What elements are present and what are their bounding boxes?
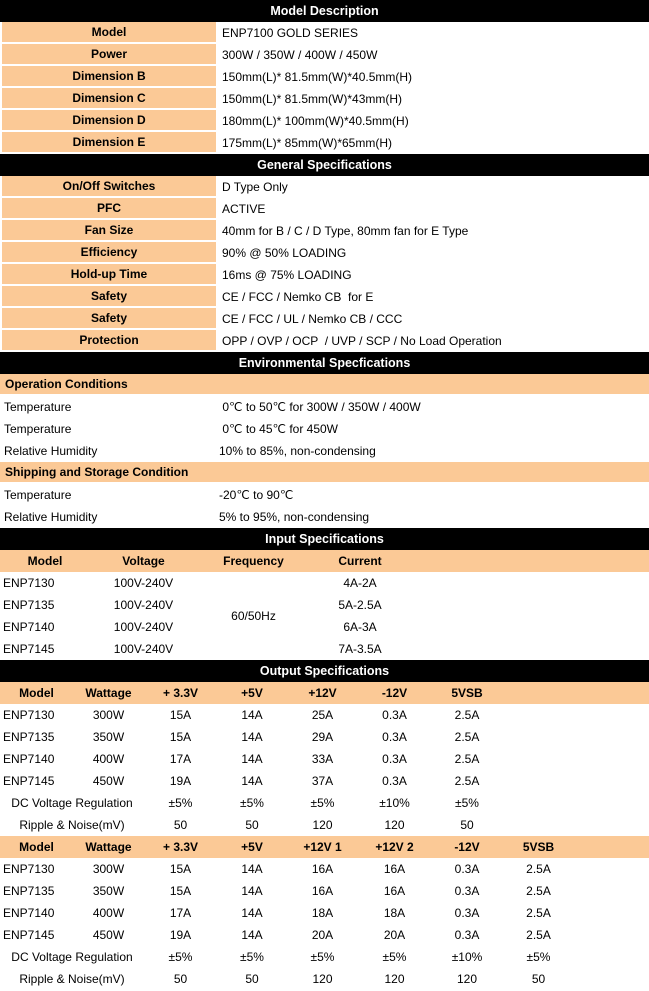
env-label: Relative Humidity	[4, 510, 98, 524]
ripple-noise-row	[0, 968, 649, 990]
cell-5v: 14A	[241, 928, 263, 942]
cell-wattage: 450W	[92, 774, 125, 788]
spec-label: Fan Size	[0, 220, 216, 242]
dc-regulation-row	[0, 792, 649, 814]
spec-row	[0, 176, 649, 198]
table-row	[0, 704, 649, 726]
input-table-header	[0, 550, 649, 572]
env-value: -20℃ to 90℃	[219, 488, 294, 502]
env-label: Temperature	[4, 400, 72, 414]
cell-3v3: ±5%	[168, 950, 193, 964]
spec-value: OPP / OVP / OCP / UVP / SCP / No Load Operation	[222, 334, 502, 348]
spec-value: 150mm(L)* 81.5mm(W)*43mm(H)	[222, 92, 403, 106]
spec-label: Safety	[0, 286, 216, 308]
cell-12v2: 16A	[383, 862, 406, 876]
cell-12v1: 16A	[311, 862, 334, 876]
cell-wattage: 300W	[92, 862, 125, 876]
cell-current: 7A-3.5A	[338, 642, 382, 656]
cell-model: ENP7145	[3, 774, 55, 788]
cell-3v3: 15A	[169, 730, 192, 744]
cell-12v2: ±5%	[382, 950, 407, 964]
section-header-model-description: Model Description	[0, 0, 649, 22]
spec-value: 180mm(L)* 100mm(W)*40.5mm(H)	[222, 114, 409, 128]
cell-neg12v: 0.3A	[454, 884, 480, 898]
cell-current: 4A-2A	[343, 576, 377, 590]
row-label: DC Voltage Regulation	[11, 950, 133, 964]
spec-value: 90% @ 50% LOADING	[222, 246, 347, 260]
cell-12v1: 20A	[311, 928, 334, 942]
cell-5vsb: ±5%	[526, 950, 551, 964]
table-row	[0, 616, 649, 638]
cell-wattage: 400W	[92, 906, 125, 920]
cell-5v: 14A	[241, 862, 263, 876]
row-label: DC Voltage Regulation	[11, 796, 133, 810]
cell-5v: 50	[245, 818, 259, 832]
cell-5vsb: 2.5A	[454, 730, 480, 744]
cell-3v3: 15A	[169, 708, 192, 722]
cell-3v3: 19A	[169, 928, 192, 942]
spec-value: CE / FCC / Nemko CB for E	[222, 290, 374, 304]
cell-5v: 14A	[241, 730, 263, 744]
spec-row	[0, 198, 649, 220]
section-header-output-specifications: Output Specifications	[0, 660, 649, 682]
table-row	[0, 880, 649, 902]
cell-5vsb: 2.5A	[454, 752, 480, 766]
env-value: 0℃ to 45℃ for 450W	[219, 422, 339, 436]
column-header-12v1: +12V 1	[303, 840, 342, 854]
column-header-voltage: Voltage	[122, 554, 165, 568]
env-value: 5% to 95%, non-condensing	[219, 510, 370, 524]
spec-row	[0, 286, 649, 308]
cell-12v: 33A	[311, 752, 334, 766]
env-group-heading-operation: Operation Conditions	[0, 374, 649, 396]
column-header-neg12v: -12V	[454, 840, 480, 854]
table-row	[0, 748, 649, 770]
cell-wattage: 450W	[92, 928, 125, 942]
spec-label: Efficiency	[0, 242, 216, 264]
cell-12v: 37A	[311, 774, 334, 788]
column-header-5v: +5V	[241, 840, 263, 854]
env-value: 0℃ to 50℃ for 300W / 350W / 400W	[219, 400, 421, 414]
spec-label: Dimension C	[0, 88, 216, 110]
cell-neg12v: 120	[456, 972, 478, 986]
column-header-3v3: + 3.3V	[162, 840, 199, 854]
spec-row	[0, 110, 649, 132]
cell-5v: 14A	[241, 708, 263, 722]
env-label: Temperature	[4, 488, 72, 502]
column-header-current: Current	[338, 554, 382, 568]
spec-value: D Type Only	[222, 180, 288, 194]
cell-neg12v: 0.3A	[382, 752, 407, 766]
table-row	[0, 572, 649, 594]
spec-row	[0, 44, 649, 66]
cell-model: ENP7130	[3, 576, 55, 590]
spec-row	[0, 242, 649, 264]
cell-neg12v: ±10%	[379, 796, 410, 810]
cell-5v: 14A	[241, 752, 263, 766]
cell-model: ENP7145	[3, 928, 55, 942]
cell-model: ENP7135	[3, 730, 55, 744]
table-row	[0, 594, 649, 616]
spec-value: 150mm(L)* 81.5mm(W)*40.5mm(H)	[222, 70, 413, 84]
cell-12v2: 18A	[383, 906, 406, 920]
cell-3v3: ±5%	[168, 796, 193, 810]
column-header-5vsb: 5VSB	[451, 686, 483, 700]
cell-wattage: 350W	[92, 730, 125, 744]
spec-label: Dimension B	[0, 66, 216, 88]
cell-5vsb: 2.5A	[454, 774, 480, 788]
section-header-input-specifications: Input Specifications	[0, 528, 649, 550]
cell-model: ENP7130	[3, 708, 55, 722]
cell-12v: 120	[312, 818, 333, 832]
spec-label: PFC	[0, 198, 216, 220]
cell-3v3: 19A	[169, 774, 192, 788]
spec-label: Dimension E	[0, 132, 216, 154]
cell-5vsb: 2.5A	[526, 906, 551, 920]
spec-value: ACTIVE	[222, 202, 266, 216]
row-label: Ripple & Noise(mV)	[19, 818, 125, 832]
cell-5v: ±5%	[240, 796, 264, 810]
spec-label: Protection	[0, 330, 216, 352]
cell-model: ENP7135	[3, 884, 55, 898]
input-table-body	[0, 572, 649, 660]
cell-5vsb: 2.5A	[526, 928, 551, 942]
cell-5vsb: 2.5A	[526, 862, 551, 876]
cell-model: ENP7145	[3, 642, 55, 656]
table-row	[0, 902, 649, 924]
cell-12v2: 16A	[383, 884, 406, 898]
cell-wattage: 350W	[92, 884, 125, 898]
spec-row	[0, 132, 649, 154]
table-row	[0, 638, 649, 660]
cell-5vsb: 50	[531, 972, 546, 986]
cell-5vsb: 2.5A	[454, 708, 480, 722]
cell-12v2: 120	[384, 972, 405, 986]
spec-value: 175mm(L)* 85mm(W)*65mm(H)	[222, 136, 393, 150]
env-group-heading-shipping: Shipping and Storage Condition	[0, 462, 649, 484]
env-row	[0, 440, 649, 462]
cell-neg12v: 0.3A	[382, 730, 407, 744]
env-label: Relative Humidity	[4, 444, 98, 458]
column-header-3v3: + 3.3V	[162, 686, 199, 700]
spec-row	[0, 22, 649, 44]
spec-label: Model	[0, 22, 216, 44]
env-row	[0, 506, 649, 528]
column-header-model: Model	[27, 554, 63, 568]
column-header-12v2: +12V 2	[375, 840, 414, 854]
cell-5vsb: 50	[460, 818, 474, 832]
section-header-general-specifications: General Specifications	[0, 154, 649, 176]
column-header-12v: +12V	[308, 686, 337, 700]
cell-12v: 25A	[311, 708, 334, 722]
cell-12v: ±5%	[310, 796, 335, 810]
cell-neg12v: 0.3A	[382, 774, 407, 788]
cell-3v3: 50	[173, 818, 188, 832]
cell-current: 5A-2.5A	[338, 598, 382, 612]
env-label: Temperature	[4, 422, 72, 436]
dc-regulation-row	[0, 946, 649, 968]
cell-3v3: 17A	[169, 906, 192, 920]
cell-12v1: ±5%	[310, 950, 335, 964]
spec-row	[0, 88, 649, 110]
cell-voltage: 100V-240V	[113, 598, 174, 612]
output-table2-header	[0, 836, 649, 858]
table-row	[0, 858, 649, 880]
spec-label: Power	[0, 44, 216, 66]
cell-3v3: 15A	[169, 862, 192, 876]
table-row	[0, 924, 649, 946]
spec-row	[0, 66, 649, 88]
cell-frequency-merged: 60/50Hz	[231, 609, 276, 623]
cell-voltage: 100V-240V	[113, 576, 174, 590]
cell-12v1: 18A	[311, 906, 334, 920]
cell-neg12v: 0.3A	[382, 708, 407, 722]
cell-5v: ±5%	[240, 950, 264, 964]
spec-label: Safety	[0, 308, 216, 330]
spec-row	[0, 264, 649, 286]
cell-model: ENP7130	[3, 862, 55, 876]
spec-value: 40mm for B / C / D Type, 80mm fan for E Type	[222, 224, 469, 238]
cell-wattage: 400W	[92, 752, 125, 766]
cell-neg12v: 0.3A	[454, 928, 480, 942]
env-row	[0, 418, 649, 440]
column-header-5v: +5V	[241, 686, 263, 700]
column-header-neg12v: -12V	[381, 686, 408, 700]
column-header-wattage: Wattage	[85, 840, 132, 854]
section-header-environmental-specifications: Environmental Specfications	[0, 352, 649, 374]
cell-12v1: 120	[312, 972, 333, 986]
cell-5v: 14A	[241, 774, 263, 788]
cell-12v1: 16A	[311, 884, 334, 898]
cell-5v: 50	[245, 972, 259, 986]
column-header-model: Model	[19, 686, 54, 700]
table-row	[0, 726, 649, 748]
spec-value: 16ms @ 75% LOADING	[222, 268, 352, 282]
cell-12v2: 20A	[383, 928, 406, 942]
spec-value: CE / FCC / UL / Nemko CB / CCC	[222, 312, 403, 326]
cell-model: ENP7135	[3, 598, 55, 612]
cell-current: 6A-3A	[343, 620, 377, 634]
cell-neg12v: ±10%	[451, 950, 483, 964]
cell-3v3: 15A	[169, 884, 192, 898]
cell-5v: 14A	[241, 906, 263, 920]
cell-model: ENP7140	[3, 752, 55, 766]
column-header-5vsb: 5VSB	[522, 840, 555, 854]
cell-5vsb: 2.5A	[526, 884, 551, 898]
row-label: Ripple & Noise(mV)	[19, 972, 125, 986]
column-header-wattage: Wattage	[85, 686, 132, 700]
spec-row	[0, 330, 649, 352]
cell-voltage: 100V-240V	[113, 642, 174, 656]
spec-value: ENP7100 GOLD SERIES	[222, 26, 359, 40]
env-value: 10% to 85%, non-condensing	[219, 444, 376, 458]
cell-voltage: 100V-240V	[113, 620, 174, 634]
ripple-noise-row	[0, 814, 649, 836]
spec-value: 300W / 350W / 400W / 450W	[222, 48, 378, 62]
cell-5v: 14A	[241, 884, 263, 898]
cell-neg12v: 0.3A	[454, 906, 480, 920]
env-row	[0, 484, 649, 506]
cell-model: ENP7140	[3, 620, 55, 634]
cell-12v: 29A	[311, 730, 334, 744]
cell-3v3: 17A	[169, 752, 192, 766]
table-row	[0, 770, 649, 792]
env-row	[0, 396, 649, 418]
cell-neg12v: 120	[384, 818, 405, 832]
column-header-model: Model	[19, 840, 54, 854]
cell-wattage: 300W	[92, 708, 125, 722]
column-header-frequency: Frequency	[223, 554, 284, 568]
spec-label: Hold-up Time	[0, 264, 216, 286]
output-table1-header	[0, 682, 649, 704]
cell-3v3: 50	[173, 972, 188, 986]
spec-row	[0, 308, 649, 330]
cell-5vsb: ±5%	[455, 796, 479, 810]
spec-label: On/Off Switches	[0, 176, 216, 198]
cell-neg12v: 0.3A	[454, 862, 480, 876]
spec-label: Dimension D	[0, 110, 216, 132]
spec-row	[0, 220, 649, 242]
cell-model: ENP7140	[3, 906, 55, 920]
